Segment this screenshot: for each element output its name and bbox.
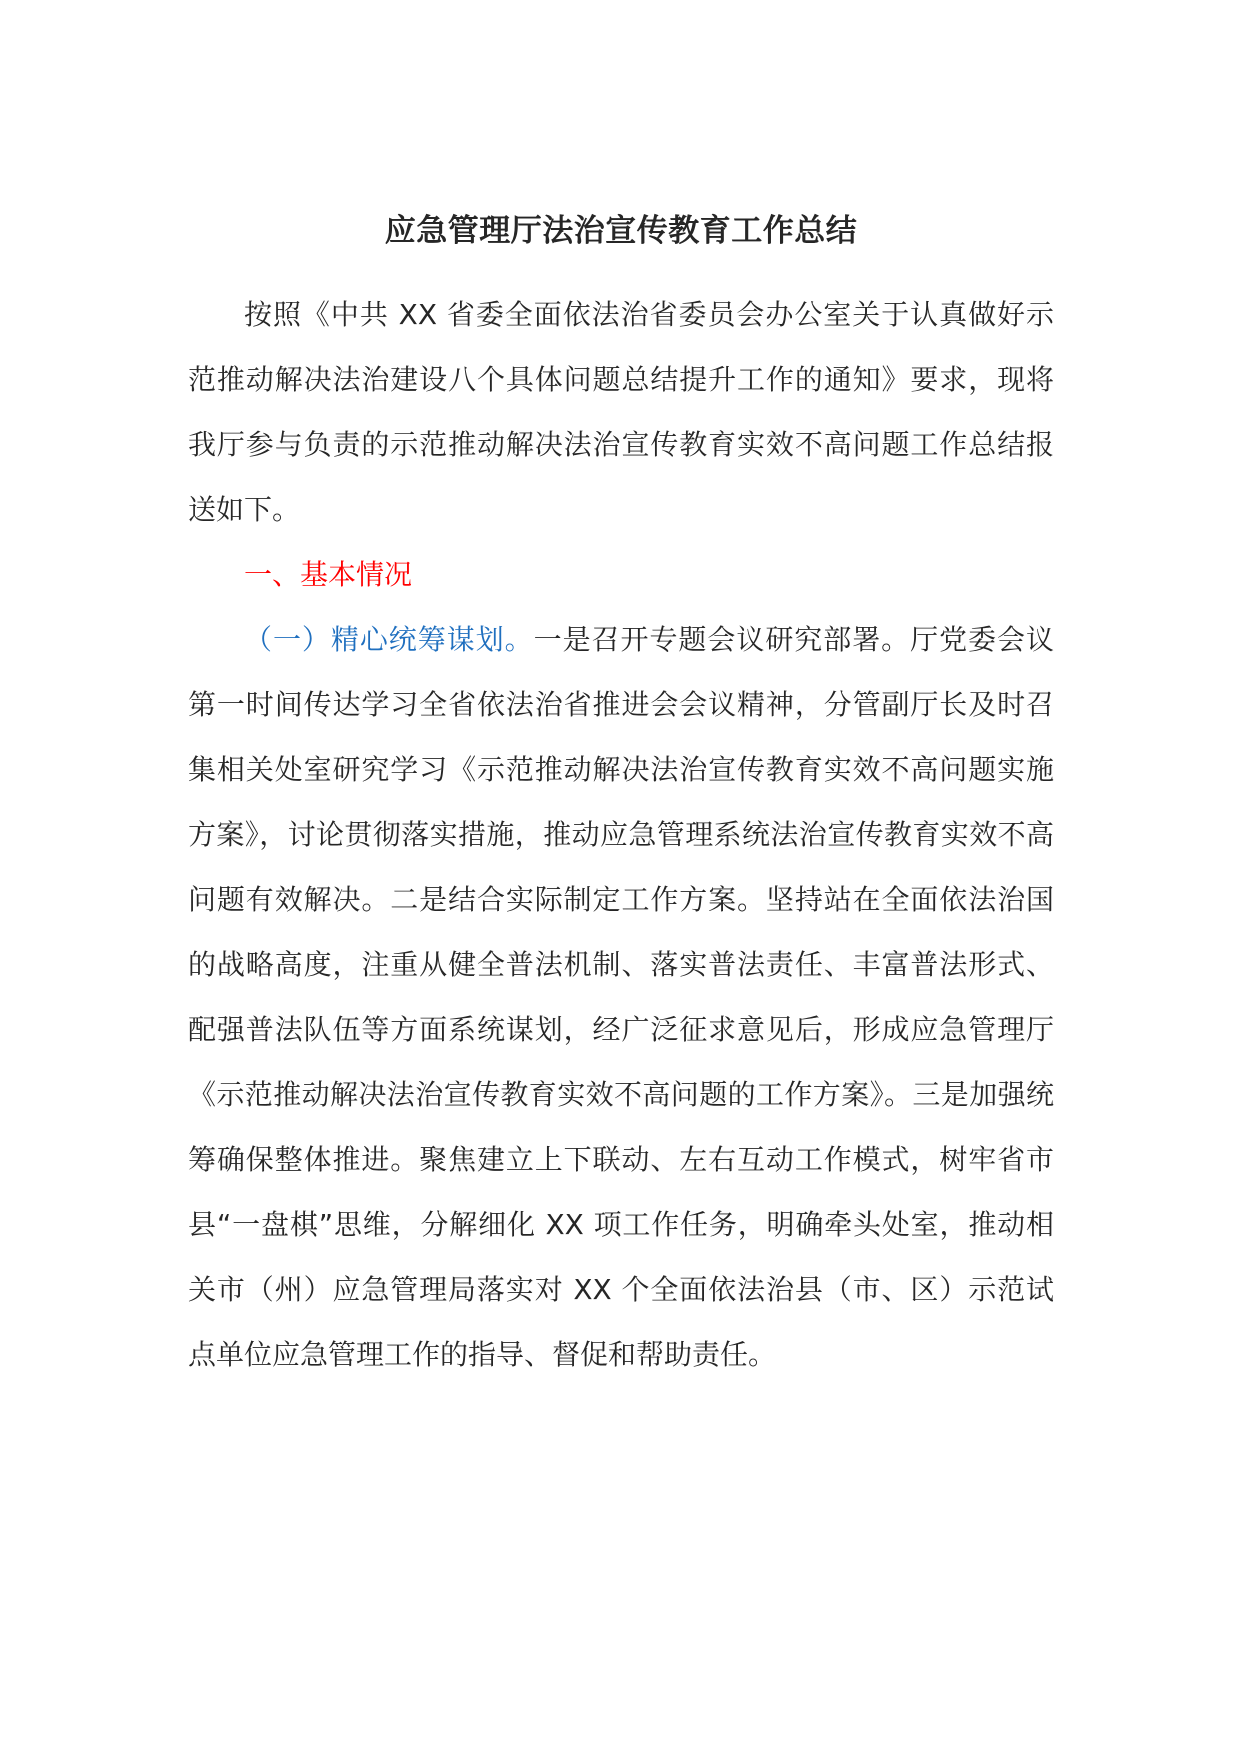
- subsection-heading-planning: （一）精心统筹谋划。: [244, 623, 534, 656]
- subsection-body: 一是召开专题会议研究部署。厅党委会议第一时间传达学习全省依法治省推进会会议精神，分管副厅长及时召集相关处室研究学习《示范推动解决法治宣传教育实效不高问题实施方案》，讨论贯彻落实措施，推动应急管理系统法治宣传教育实效不高问题有效解决。二是结合实际制定工作方案。坚持站在全面依法治国的战略高度，注重从健全普法机制、落实普法责任、丰富普法形式、配强普法队伍等方面系统谋划，经广泛征求意见后，形成应急管理厅《示范推动解决法治宣传教育实效不高问题的工作方案》。三是加强统筹确保整体推进。聚焦建立上下联动、左右互动工作模式，树牢省市县“一盘棋”思维，分解细化 XX 项工作任务，明确牵头处室，推动相关市（州）应急管理局落实对 XX 个全面依法治县（市、区）示范试点单位应急管理工作的指导、督促和帮助责任。: [188, 623, 1054, 1371]
- subsection-paragraph: [188, 607, 1054, 1387]
- document-title: 应急管理厅法治宣传教育工作总结: [384, 213, 858, 249]
- section-heading-basic: 一、基本情况: [244, 558, 413, 591]
- document-body: [188, 196, 1054, 1387]
- intro-paragraph: 按照《中共 XX 省委全面依法治省委员会办公室关于认真做好示范推动解决法治建设八个具体问题总结提升工作的通知》要求，现将我厅参与负责的示范推动解决法治宣传教育实效不高问题工作总结报送如下。: [188, 298, 1054, 526]
